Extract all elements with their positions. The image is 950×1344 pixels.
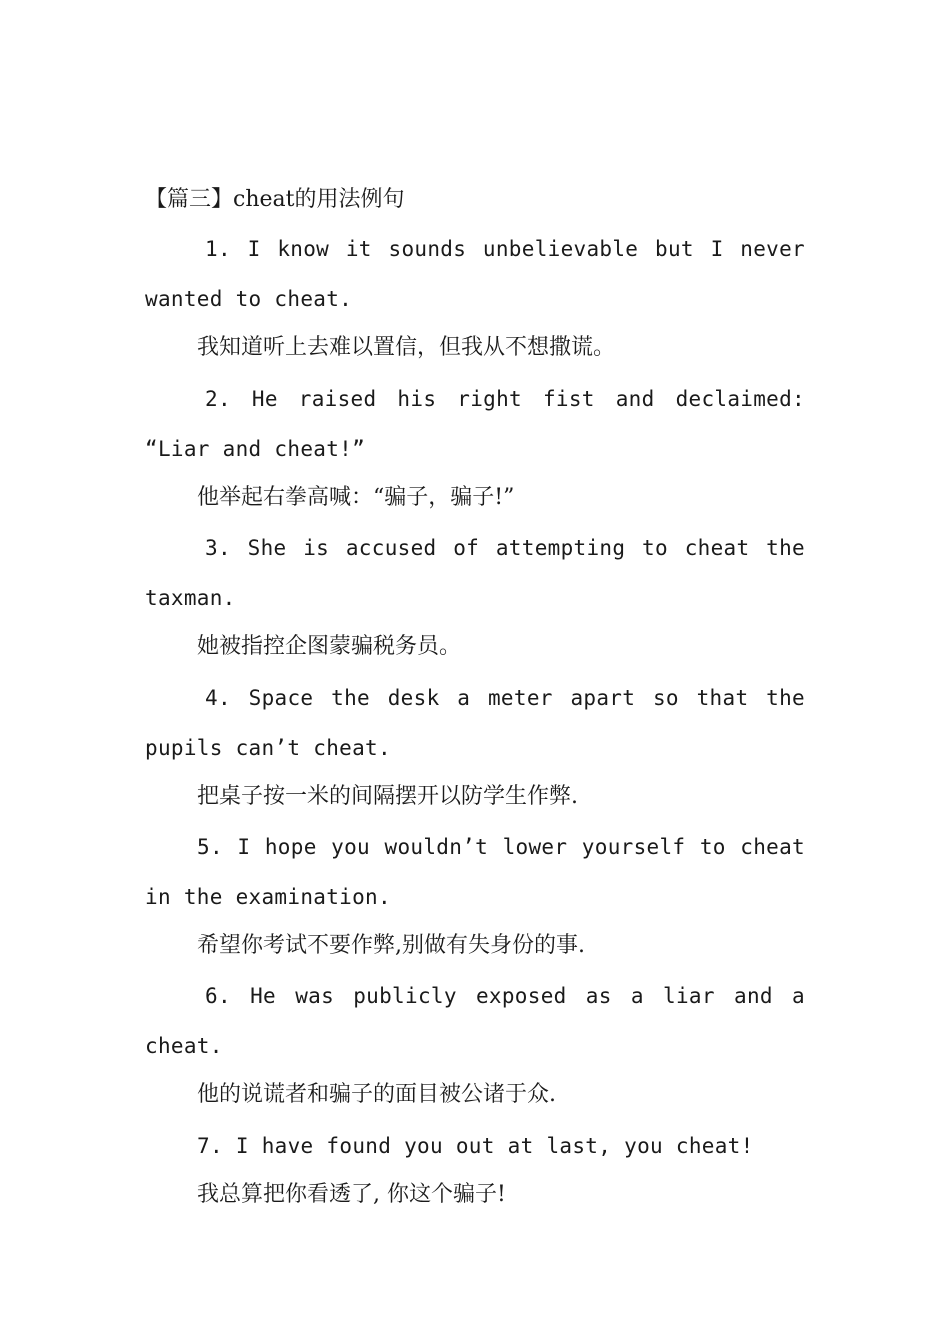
example-2-english-line-2: “Liar and cheat!” xyxy=(145,437,366,461)
example-2-english xyxy=(145,374,805,474)
example-3-english xyxy=(145,523,805,623)
example-6-chinese: 他的说谎者和骗子的面目被公诸于众. xyxy=(197,1082,556,1107)
example-3-english-line-2: taxman. xyxy=(145,586,236,610)
example-3-english-line-1: 3. She is accused of attempting to cheat the xyxy=(205,536,805,560)
example-6-english-line-2: cheat. xyxy=(145,1034,223,1058)
example-6-english-line-1: 6. He was publicly exposed as a liar and a xyxy=(205,984,805,1008)
example-4-english-line-2: pupils can’t cheat. xyxy=(145,736,391,760)
example-3-chinese: 她被指控企图蒙骗税务员。 xyxy=(197,634,462,659)
example-5-chinese: 希望你考试不要作弊,别做有失身份的事. xyxy=(197,933,585,958)
example-4-english-line-1: 4. Space the desk a meter apart so that the xyxy=(205,686,805,710)
example-2-chinese: 他举起右拳高喊：“骗子，骗子!” xyxy=(197,485,515,510)
example-5-english xyxy=(145,822,805,922)
example-5-english-line-1: 5. I hope you wouldn’t lower yourself to cheat xyxy=(197,835,805,859)
example-1-english xyxy=(145,224,805,324)
example-6-english xyxy=(145,971,805,1071)
example-7-english: 7. I have found you out at last, you cheat! xyxy=(197,1134,754,1158)
example-7-chinese: 我总算把你看透了, 你这个骗子! xyxy=(197,1182,506,1207)
example-1-english-line-1: 1. I know it sounds unbelievable but I never xyxy=(205,237,805,261)
example-1-chinese: 我知道听上去难以置信，但我从不想撒谎。 xyxy=(197,335,616,360)
example-2-english-line-1: 2. He raised his right fist and declaimed: xyxy=(205,387,805,411)
example-4-english xyxy=(145,673,805,773)
example-4-chinese: 把桌子按一米的间隔摆开以防学生作弊. xyxy=(197,784,578,809)
section-title: 【篇三】cheat的用法例句 xyxy=(145,187,405,212)
example-1-english-line-2: wanted to cheat. xyxy=(145,287,353,311)
example-5-english-line-2: in the examination. xyxy=(145,885,391,909)
